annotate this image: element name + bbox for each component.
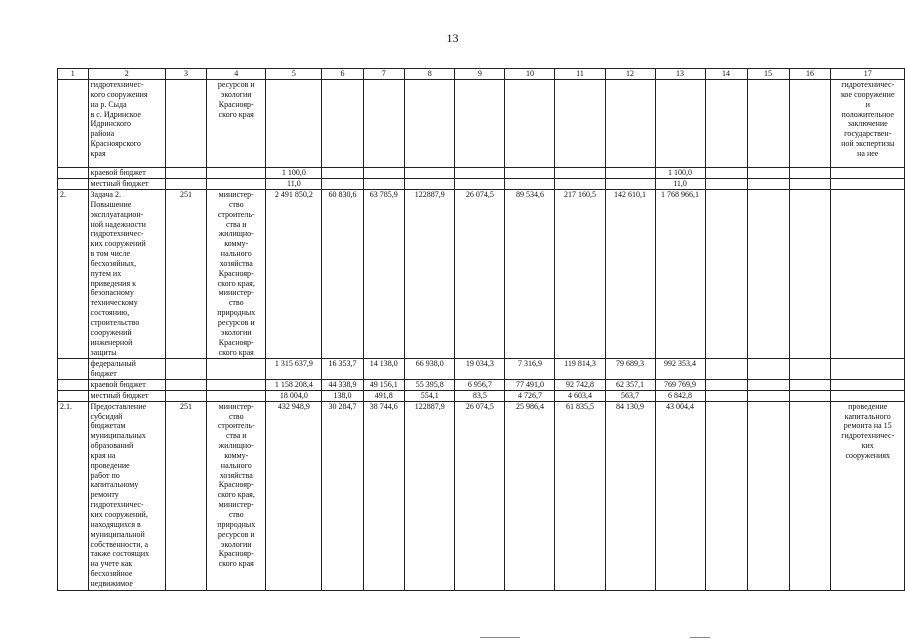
table-cell-col6 bbox=[322, 168, 363, 179]
table-cell-col8: 122887,9 bbox=[404, 190, 454, 359]
table-cell-col1: 2.1. bbox=[58, 401, 89, 590]
table-cell-col4 bbox=[207, 359, 266, 380]
table-cell-col5: 1 100,0 bbox=[266, 168, 322, 179]
table-cell-col2: краевой бюджет bbox=[88, 379, 165, 390]
table-cell-col3 bbox=[165, 179, 206, 190]
table-cell-col11: 92 742,8 bbox=[555, 379, 605, 390]
table-cell-col6 bbox=[322, 80, 363, 168]
table-cell-col7: 49 156,1 bbox=[363, 379, 404, 390]
column-header-16: 16 bbox=[789, 69, 831, 80]
table-cell-col11: 61 835,5 bbox=[555, 401, 605, 590]
table-row bbox=[58, 359, 905, 380]
table-cell-col6: 30 284,7 bbox=[322, 401, 363, 590]
table-cell-col12 bbox=[605, 168, 655, 179]
table-cell-col10: 25 986,4 bbox=[505, 401, 555, 590]
column-header-14: 14 bbox=[705, 69, 747, 80]
table-cell-col3 bbox=[165, 390, 206, 401]
page-number: 13 bbox=[446, 31, 459, 45]
table-row bbox=[58, 179, 905, 190]
table-cell-col10 bbox=[505, 168, 555, 179]
table-cell-col14 bbox=[705, 390, 747, 401]
table-cell-col9 bbox=[455, 168, 505, 179]
table-cell-col10 bbox=[505, 80, 555, 168]
table-cell-col9: 83,5 bbox=[455, 390, 505, 401]
table-cell-col5: 11,0 bbox=[266, 179, 322, 190]
column-header-4: 4 bbox=[207, 69, 266, 80]
table-cell-col5: 18 004,0 bbox=[266, 390, 322, 401]
table-cell-col17 bbox=[831, 379, 905, 390]
table-cell-col2: Предоставление субсидий бюджетам муниципальных образований края на проведение работ по капитальному ремонту гидротехничес- ких сооружений, находящихся в муниципальной собственности, а также состоящих на учете как бесхозяйное недвижимое bbox=[88, 401, 165, 590]
table-cell-col2: федеральный бюджет bbox=[88, 359, 165, 380]
table-cell-col15 bbox=[747, 401, 789, 590]
table-cell-col11: 4 603,4 bbox=[555, 390, 605, 401]
table-cell-col6: 16 353,7 bbox=[322, 359, 363, 380]
table-cell-col9: 26 074,5 bbox=[455, 190, 505, 359]
table-cell-col11 bbox=[555, 179, 605, 190]
table-cell-col8: 66 938,0 bbox=[404, 359, 454, 380]
table-cell-col2: краевой бюджет bbox=[88, 168, 165, 179]
table-cell-col15 bbox=[747, 379, 789, 390]
table-cell-col4 bbox=[207, 179, 266, 190]
table-row bbox=[58, 168, 905, 179]
table-cell-col13: 992 353,4 bbox=[655, 359, 705, 380]
table-cell-col6: 60 830,6 bbox=[322, 190, 363, 359]
table-cell-col13: 1 768 966,1 bbox=[655, 190, 705, 359]
column-header-7: 7 bbox=[363, 69, 404, 80]
table-cell-col12: 84 130,9 bbox=[605, 401, 655, 590]
column-header-1: 1 bbox=[58, 69, 89, 80]
table-cell-col7 bbox=[363, 80, 404, 168]
scan-mark-right bbox=[690, 637, 710, 638]
table-cell-col16 bbox=[789, 80, 831, 168]
table-cell-col6: 138,0 bbox=[322, 390, 363, 401]
table-cell-col8: 122887,9 bbox=[404, 401, 454, 590]
table-cell-col16 bbox=[789, 401, 831, 590]
column-header-8: 8 bbox=[404, 69, 454, 80]
table-cell-col1 bbox=[58, 168, 89, 179]
table-cell-col3 bbox=[165, 168, 206, 179]
table-cell-col12: 62 357,1 bbox=[605, 379, 655, 390]
table-cell-col1 bbox=[58, 80, 89, 168]
budget-table bbox=[57, 68, 905, 591]
table-cell-col4 bbox=[207, 390, 266, 401]
table-cell-col1 bbox=[58, 359, 89, 380]
table-cell-col8: 55 395,8 bbox=[404, 379, 454, 390]
table-cell-col14 bbox=[705, 401, 747, 590]
table-cell-col14 bbox=[705, 379, 747, 390]
table-cell-col3: 251 bbox=[165, 401, 206, 590]
table-cell-col16 bbox=[789, 190, 831, 359]
table-cell-col1: 2. bbox=[58, 190, 89, 359]
table-cell-col7 bbox=[363, 179, 404, 190]
table-cell-col14 bbox=[705, 168, 747, 179]
column-header-17: 17 bbox=[831, 69, 905, 80]
scan-mark-left bbox=[480, 637, 520, 638]
table-cell-col3: 251 bbox=[165, 190, 206, 359]
table-cell-col9: 6 956,7 bbox=[455, 379, 505, 390]
table-cell-col2: местный бюджет bbox=[88, 179, 165, 190]
table-cell-col3 bbox=[165, 359, 206, 380]
column-header-5: 5 bbox=[266, 69, 322, 80]
table-cell-col1 bbox=[58, 179, 89, 190]
table-cell-col13: 11,0 bbox=[655, 179, 705, 190]
table-cell-col11 bbox=[555, 168, 605, 179]
table-cell-col17: проведение капитального ремонта на 15 гидротехничес- ких сооружениях bbox=[831, 401, 905, 590]
table-cell-col11 bbox=[555, 80, 605, 168]
table-cell-col10: 89 534,6 bbox=[505, 190, 555, 359]
table-cell-col9: 26 074,5 bbox=[455, 401, 505, 590]
table-cell-col13 bbox=[655, 80, 705, 168]
table-row bbox=[58, 190, 905, 359]
table-cell-col9 bbox=[455, 80, 505, 168]
column-header-12: 12 bbox=[605, 69, 655, 80]
column-header-2: 2 bbox=[88, 69, 165, 80]
table-cell-col15 bbox=[747, 179, 789, 190]
table-cell-col10: 7 316,9 bbox=[505, 359, 555, 380]
table-cell-col4: министер- ство строитель- ства и жилищно- комму- нального хозяйства Краснояр- ского края, министер- ство природных ресурсов и экологии Краснояр- ского края bbox=[207, 401, 266, 590]
table-cell-col16 bbox=[789, 168, 831, 179]
column-header-6: 6 bbox=[322, 69, 363, 80]
table-cell-col15 bbox=[747, 80, 789, 168]
table-cell-col2: местный бюджет bbox=[88, 390, 165, 401]
table-cell-col4 bbox=[207, 168, 266, 179]
table-row bbox=[58, 401, 905, 590]
column-header-11: 11 bbox=[555, 69, 605, 80]
table-cell-col5: 1 315 637,9 bbox=[266, 359, 322, 380]
table-cell-col13: 769 769,9 bbox=[655, 379, 705, 390]
table-cell-col10 bbox=[505, 179, 555, 190]
table-cell-col4: министер- ство строитель- ства и жилищно- комму- нального хозяйства Краснояр- ского края, министер- ство природных ресурсов и экологии Краснояр- ского края bbox=[207, 190, 266, 359]
table-cell-col14 bbox=[705, 179, 747, 190]
table-cell-col12: 563,7 bbox=[605, 390, 655, 401]
table-cell-col15 bbox=[747, 359, 789, 380]
table-cell-col17 bbox=[831, 390, 905, 401]
column-header-10: 10 bbox=[505, 69, 555, 80]
table-cell-col11: 217 160,5 bbox=[555, 190, 605, 359]
table-cell-col17 bbox=[831, 179, 905, 190]
table-cell-col16 bbox=[789, 359, 831, 380]
table-cell-col5: 432 948,9 bbox=[266, 401, 322, 590]
table-cell-col14 bbox=[705, 359, 747, 380]
table-cell-col10: 77 491,0 bbox=[505, 379, 555, 390]
column-header-13: 13 bbox=[655, 69, 705, 80]
table-cell-col17 bbox=[831, 190, 905, 359]
table-cell-col15 bbox=[747, 390, 789, 401]
table-cell-col16 bbox=[789, 179, 831, 190]
table-cell-col8 bbox=[404, 80, 454, 168]
table-cell-col8: 554,1 bbox=[404, 390, 454, 401]
table-cell-col3 bbox=[165, 80, 206, 168]
column-header-9: 9 bbox=[455, 69, 505, 80]
table-cell-col17: гидротехничес- кое сооружение и положительное заключение государствен- ной экспертизы на нее bbox=[831, 80, 905, 168]
table-cell-col8 bbox=[404, 179, 454, 190]
column-header-15: 15 bbox=[747, 69, 789, 80]
table-cell-col5: 2 491 850,2 bbox=[266, 190, 322, 359]
table-row bbox=[58, 390, 905, 401]
table-cell-col12: 79 689,3 bbox=[605, 359, 655, 380]
table-cell-col16 bbox=[789, 379, 831, 390]
table-cell-col7 bbox=[363, 168, 404, 179]
table-cell-col5 bbox=[266, 80, 322, 168]
table-cell-col2: гидротехничес- кого сооружения на р. Сыда в с. Идринское Идринского района Красноярского края bbox=[88, 80, 165, 168]
column-header-3: 3 bbox=[165, 69, 206, 80]
table-cell-col16 bbox=[789, 390, 831, 401]
table-cell-col4 bbox=[207, 379, 266, 390]
table-cell-col14 bbox=[705, 190, 747, 359]
table-cell-col7: 38 744,6 bbox=[363, 401, 404, 590]
table-cell-col14 bbox=[705, 80, 747, 168]
table-cell-col17 bbox=[831, 168, 905, 179]
table-cell-col11: 119 814,3 bbox=[555, 359, 605, 380]
table-cell-col15 bbox=[747, 190, 789, 359]
table-cell-col3 bbox=[165, 379, 206, 390]
table-cell-col13: 43 004,4 bbox=[655, 401, 705, 590]
table-header-row bbox=[58, 69, 905, 80]
table-cell-col9 bbox=[455, 179, 505, 190]
table-row bbox=[58, 80, 905, 168]
table-cell-col12 bbox=[605, 179, 655, 190]
table-cell-col8 bbox=[404, 168, 454, 179]
table-cell-col6 bbox=[322, 179, 363, 190]
table-cell-col12 bbox=[605, 80, 655, 168]
table-cell-col7: 491,8 bbox=[363, 390, 404, 401]
table-cell-col15 bbox=[747, 168, 789, 179]
table-cell-col2: Задача 2. Повышение эксплуатацион- ной надежности гидротехничес- ких сооружений в том числе бесхозяйных, путем их приведения к безопасному техническому состоянию, строительство сооружений инженерной защиты bbox=[88, 190, 165, 359]
table-cell-col13: 6 842,8 bbox=[655, 390, 705, 401]
table-row bbox=[58, 379, 905, 390]
table-cell-col13: 1 100,0 bbox=[655, 168, 705, 179]
table-cell-col7: 63 785,9 bbox=[363, 190, 404, 359]
table-cell-col1 bbox=[58, 379, 89, 390]
table-cell-col1 bbox=[58, 390, 89, 401]
table-cell-col10: 4 726,7 bbox=[505, 390, 555, 401]
table-cell-col5: 1 158 208,4 bbox=[266, 379, 322, 390]
table-cell-col12: 142 610,1 bbox=[605, 190, 655, 359]
table-cell-col17 bbox=[831, 359, 905, 380]
table-cell-col4: ресурсов и экологии Краснояр- ского края bbox=[207, 80, 266, 168]
table-cell-col6: 44 338,9 bbox=[322, 379, 363, 390]
table-cell-col9: 19 034,3 bbox=[455, 359, 505, 380]
table-cell-col7: 14 138,0 bbox=[363, 359, 404, 380]
